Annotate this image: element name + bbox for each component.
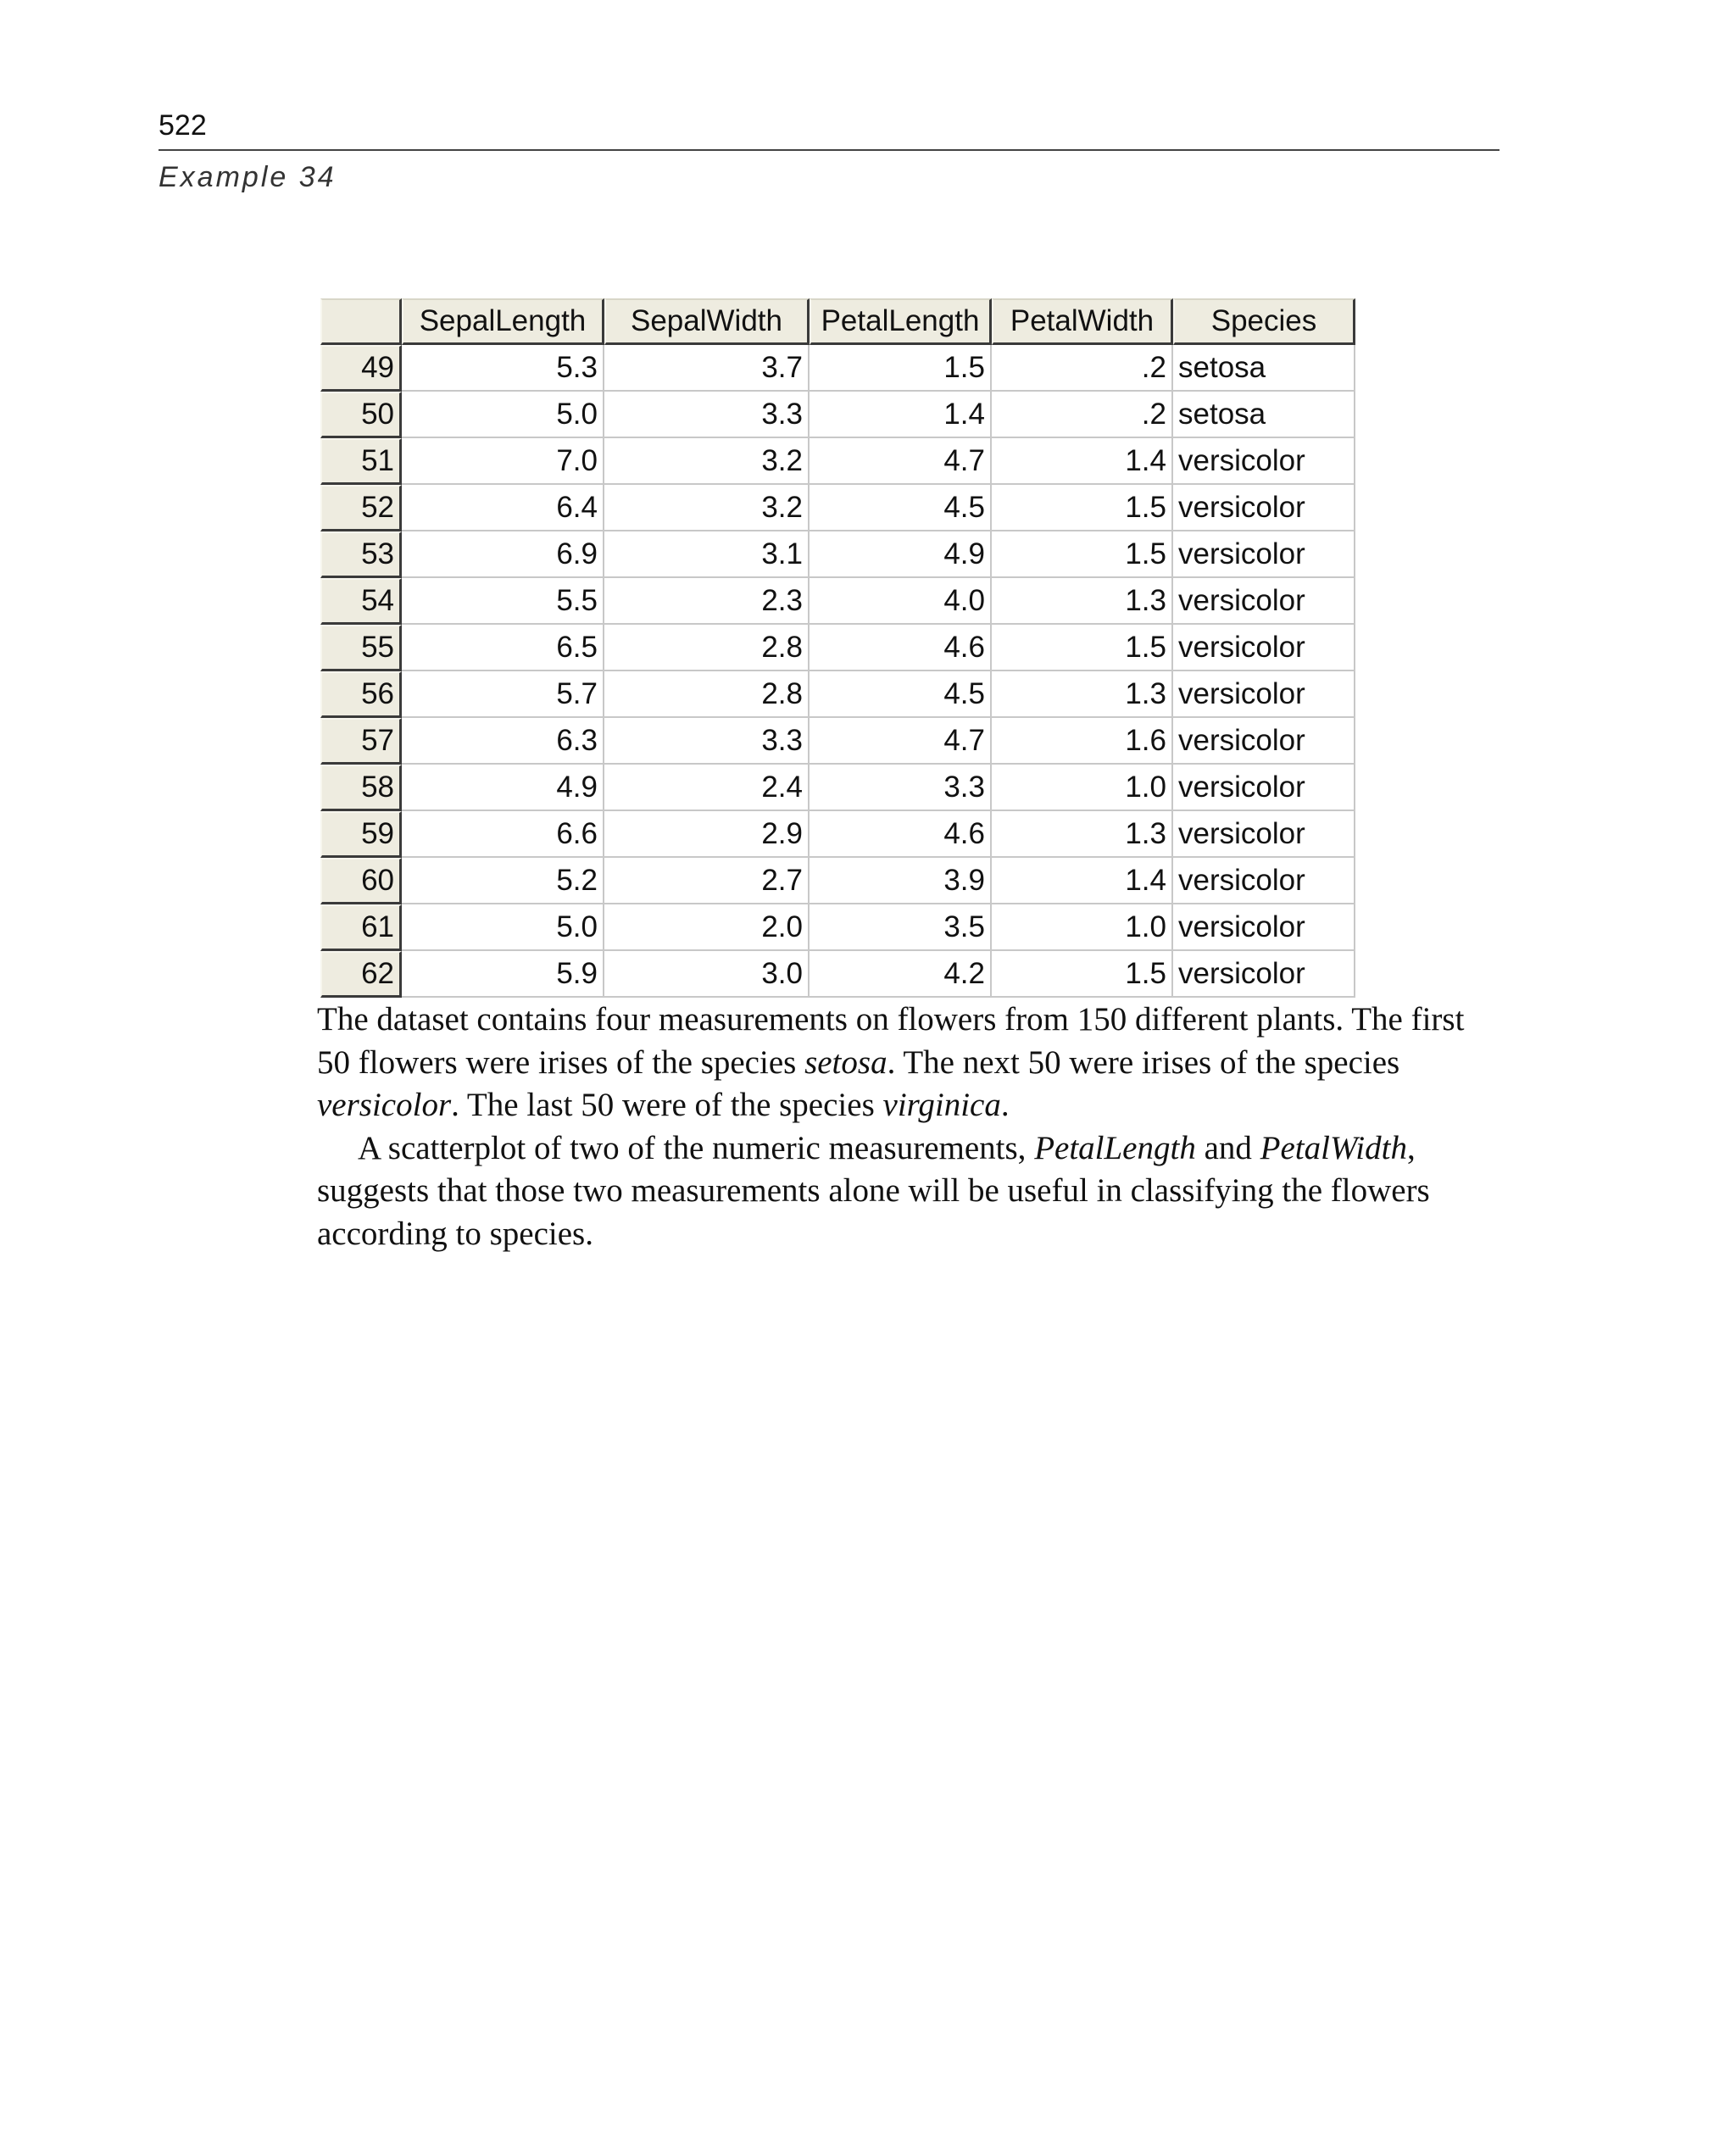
table-cell: 1.3 <box>992 671 1173 718</box>
column-header: PetalWidth <box>992 298 1173 345</box>
row-index: 61 <box>320 904 402 951</box>
header-rule <box>159 149 1500 151</box>
table-cell: 3.2 <box>604 485 810 531</box>
table-cell: 5.9 <box>402 951 604 998</box>
paragraph <box>317 1127 1504 1256</box>
table-cell: 4.7 <box>810 718 992 765</box>
table-cell: 4.9 <box>810 531 992 578</box>
table-row <box>320 858 1355 904</box>
paragraph <box>317 999 1504 1127</box>
table-row <box>320 578 1355 625</box>
table-cell: 1.3 <box>992 811 1173 858</box>
table-cell: 2.8 <box>604 671 810 718</box>
table-cell: versicolor <box>1173 718 1355 765</box>
column-header: SepalWidth <box>604 298 810 345</box>
table-row <box>320 625 1355 671</box>
table-cell: .2 <box>992 345 1173 392</box>
text-run: . The last 50 were of the species <box>451 1087 883 1123</box>
table-cell: 6.5 <box>402 625 604 671</box>
table-cell: 5.0 <box>402 904 604 951</box>
table-row <box>320 345 1355 392</box>
italic-term: setosa <box>804 1043 887 1081</box>
table-cell: 5.0 <box>402 392 604 438</box>
table-cell: 4.9 <box>402 765 604 811</box>
row-index: 52 <box>320 485 402 531</box>
column-header: Species <box>1173 298 1355 345</box>
text-run: The dataset contains four measurements on flowers from 150 different plants. The first 50 flowers were irises of the species <box>317 1001 1465 1081</box>
table-cell: versicolor <box>1173 485 1355 531</box>
table-cell: 6.9 <box>402 531 604 578</box>
column-header: PetalLength <box>810 298 992 345</box>
table-cell: 1.0 <box>992 904 1173 951</box>
table-cell: setosa <box>1173 392 1355 438</box>
running-head: Example 34 <box>159 161 337 193</box>
table-cell: 1.5 <box>810 345 992 392</box>
table-cell: 3.1 <box>604 531 810 578</box>
table-cell: 4.2 <box>810 951 992 998</box>
table-row <box>320 811 1355 858</box>
row-index: 54 <box>320 578 402 625</box>
italic-term: virginica <box>882 1087 1001 1123</box>
table-cell: versicolor <box>1173 578 1355 625</box>
table-row <box>320 438 1355 485</box>
table-cell: 6.3 <box>402 718 604 765</box>
table-cell: versicolor <box>1173 625 1355 671</box>
table-cell: 4.5 <box>810 671 992 718</box>
row-index: 58 <box>320 765 402 811</box>
table-cell: 5.5 <box>402 578 604 625</box>
row-index: 49 <box>320 345 402 392</box>
table-cell: 1.0 <box>992 765 1173 811</box>
table-cell: versicolor <box>1173 951 1355 998</box>
text-run: A scatterplot of two of the numeric measurements, <box>358 1129 1035 1166</box>
table-cell: 7.0 <box>402 438 604 485</box>
table-cell: 1.4 <box>992 858 1173 904</box>
table-cell: versicolor <box>1173 904 1355 951</box>
italic-term: versicolor <box>317 1087 452 1123</box>
table-cell: 3.5 <box>810 904 992 951</box>
table-cell: 2.7 <box>604 858 810 904</box>
text-run: . <box>1000 1087 1010 1123</box>
table-cell: 1.5 <box>992 951 1173 998</box>
text-run: . The next 50 were irises of the species <box>887 1043 1400 1081</box>
table-cell: 1.6 <box>992 718 1173 765</box>
page-number: 522 <box>159 109 207 142</box>
table-cell: 6.4 <box>402 485 604 531</box>
table-cell: 3.7 <box>604 345 810 392</box>
row-index: 62 <box>320 951 402 998</box>
table-row <box>320 392 1355 438</box>
row-index: 56 <box>320 671 402 718</box>
table-row <box>320 485 1355 531</box>
table-cell: 6.6 <box>402 811 604 858</box>
italic-term: PetalWidth <box>1260 1129 1407 1166</box>
table-cell: 4.6 <box>810 625 992 671</box>
table-cell: 1.5 <box>992 485 1173 531</box>
table-cell: 3.3 <box>604 392 810 438</box>
table-cell: versicolor <box>1173 765 1355 811</box>
table-cell: 1.3 <box>992 578 1173 625</box>
table-cell: 1.5 <box>992 625 1173 671</box>
data-table <box>320 298 1355 998</box>
table-cell: 2.0 <box>604 904 810 951</box>
body-text <box>317 999 1504 1255</box>
table-cell: 5.2 <box>402 858 604 904</box>
table-row <box>320 671 1355 718</box>
table-cell: versicolor <box>1173 811 1355 858</box>
table-cell: 1.4 <box>810 392 992 438</box>
row-index: 51 <box>320 438 402 485</box>
text-run: and <box>1195 1129 1260 1166</box>
table-cell: 3.9 <box>810 858 992 904</box>
table-row <box>320 531 1355 578</box>
table-row <box>320 718 1355 765</box>
table-cell: 5.3 <box>402 345 604 392</box>
table-header-row <box>320 298 1355 345</box>
table-cell: 2.4 <box>604 765 810 811</box>
table-cell: versicolor <box>1173 438 1355 485</box>
table-row <box>320 765 1355 811</box>
table-cell: 3.0 <box>604 951 810 998</box>
table-cell: 4.5 <box>810 485 992 531</box>
table-corner-cell <box>320 298 402 345</box>
table-cell: versicolor <box>1173 531 1355 578</box>
table-cell: versicolor <box>1173 858 1355 904</box>
table-cell: 3.2 <box>604 438 810 485</box>
table-cell: 4.0 <box>810 578 992 625</box>
table-cell: 4.7 <box>810 438 992 485</box>
row-index: 57 <box>320 718 402 765</box>
table-cell: setosa <box>1173 345 1355 392</box>
table-cell: 4.6 <box>810 811 992 858</box>
row-index: 60 <box>320 858 402 904</box>
table-cell: 3.3 <box>604 718 810 765</box>
text-run: , suggests that those two measurements alone will be useful in classifying the flowers according to species. <box>317 1129 1430 1252</box>
italic-term: PetalLength <box>1034 1129 1196 1166</box>
table-cell: 5.7 <box>402 671 604 718</box>
table-cell: 1.4 <box>992 438 1173 485</box>
table-cell: 3.3 <box>810 765 992 811</box>
row-index: 50 <box>320 392 402 438</box>
table-cell: 2.3 <box>604 578 810 625</box>
table-cell: versicolor <box>1173 671 1355 718</box>
table-row <box>320 904 1355 951</box>
table-cell: 2.9 <box>604 811 810 858</box>
column-header: SepalLength <box>402 298 604 345</box>
row-index: 53 <box>320 531 402 578</box>
table-cell: 1.5 <box>992 531 1173 578</box>
table-row <box>320 951 1355 998</box>
row-index: 55 <box>320 625 402 671</box>
table-cell: 2.8 <box>604 625 810 671</box>
table-cell: .2 <box>992 392 1173 438</box>
row-index: 59 <box>320 811 402 858</box>
